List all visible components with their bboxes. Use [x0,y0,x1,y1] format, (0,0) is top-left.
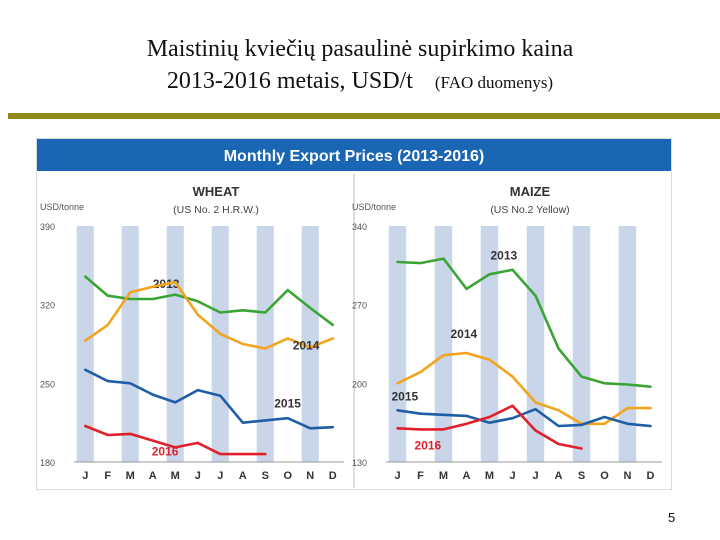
price-charts-panel [36,138,672,490]
wheat-x-tick-label: F [104,470,112,482]
maize-series-2016-label: 2016 [414,438,442,453]
wheat-x-tick-label: S [261,470,269,482]
maize-x-tick-label: M [484,470,495,482]
source-note: (FAO duomenys) [434,73,554,92]
maize-month-band [573,226,590,462]
panel-header: Monthly Export Prices (2013-2016) [223,148,485,165]
wheat-y-tick-label: 180 [40,458,56,468]
maize-series-2014-label: 2014 [450,327,478,342]
wheat-x-tick-label: J [82,470,89,482]
wheat-month-band [212,226,229,462]
wheat-x-tick-label: O [283,470,293,482]
maize-chart-subtitle: (US No.2 Yellow) [490,204,570,216]
wheat-x-tick-label: A [148,470,157,482]
slide-title-line1: Maistinių kviečių pasaulinė supirkimo kaina [146,36,574,62]
maize-y-axis-label: USD/tonne [352,202,397,212]
wheat-chart-subtitle: (US No. 2 H.R.W.) [173,204,259,216]
maize-chart-title: MAIZE [509,184,551,199]
wheat-series-2016-label: 2016 [151,444,179,459]
wheat-x-tick-label: M [125,470,135,482]
wheat-x-tick-label: J [217,470,224,482]
slide-title-line2 [0,68,720,95]
wheat-x-tick-label: J [194,470,201,482]
maize-x-tick-label: S [577,470,586,482]
maize-series-2015-label: 2015 [391,389,419,404]
maize-x-tick-label: D [646,470,655,482]
maize-x-tick-label: J [509,470,516,482]
wheat-y-tick-label: 250 [40,379,56,390]
wheat-x-tick-label: M [170,470,180,482]
title-divider [8,113,720,119]
maize-x-tick-label: O [600,470,609,482]
slide-title-main: 2013-2016 metais, USD/t [166,68,413,94]
maize-x-tick-label: A [462,470,471,482]
maize-x-tick-label: J [532,470,539,482]
maize-y-tick-label: 200 [352,379,368,390]
wheat-month-band [167,226,184,462]
wheat-y-tick-label: 390 [40,222,56,232]
maize-month-band [527,226,544,462]
maize-x-tick-label: J [394,470,401,482]
wheat-x-tick-label: D [328,470,337,482]
maize-y-tick-label: 130 [352,458,368,468]
maize-x-tick-label: M [438,470,449,482]
wheat-series-2014-label: 2014 [292,338,320,353]
wheat-month-band [122,226,139,462]
wheat-x-tick-label: N [306,470,315,482]
maize-y-tick-label: 340 [352,222,368,232]
wheat-series-2013-label: 2013 [152,277,180,292]
wheat-month-band [257,226,274,462]
maize-month-band [619,226,636,462]
maize-x-tick-label: F [417,470,424,482]
maize-y-tick-label: 270 [352,300,368,311]
wheat-x-tick-label: A [238,470,247,482]
maize-series-2013-label: 2013 [490,248,518,263]
maize-x-tick-label: N [623,470,632,482]
wheat-chart-title: WHEAT [192,184,240,199]
wheat-y-axis-label: USD/tonne [40,202,85,212]
wheat-series-2015-label: 2015 [274,396,301,411]
page-number: 5 [668,510,676,525]
wheat-y-tick-label: 320 [40,300,56,311]
maize-x-tick-label: A [554,470,563,482]
